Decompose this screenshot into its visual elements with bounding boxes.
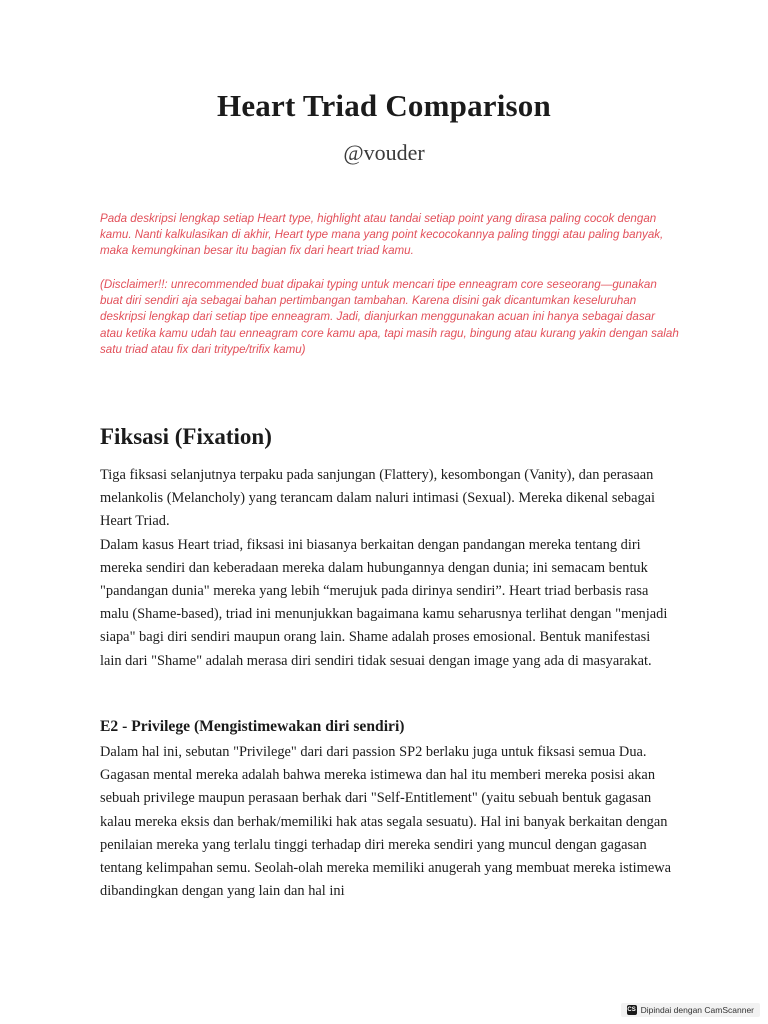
scanner-watermark [621, 1003, 760, 1017]
disclaimer-note: (Disclaimer!!: unrecommended buat dipakai typing untuk mencari tipe enneagram core seseorang—gunakan buat diri sendiri aja sebagai bahan pertimbangan tambahan. Karena disini gak dicantumkan keseluruhan deskripsi lengkap dari setiap tipe enneagram. Jadi, dianjurkan menggunakan acuan ini hanya sebagai dasar atau ketika kamu udah tau enneagram core kamu apa, tapi masih ragu, bingung atau kurang yakin dengan salah satu triad atau fix dari tritype/trifix kamu) [100, 278, 679, 356]
scanner-label: Dipindai dengan CamScanner [640, 1005, 754, 1015]
camscanner-icon: CS [627, 1007, 636, 1013]
subsection-paragraph-e2: Dalam hal ini, sebutan "Privilege" dari dari passion SP2 berlaku juga untuk fiksasi semua Dua. Gagasan mental mereka adalah bahwa mereka istimewa dan hal itu memberi mereka posisi akan sebuah privilege maupun perasaan berhak dari "Self-Entitlement" (yaitu sebuah bentuk gagasan kalau mereka eksis dan berhak/memiliki hak atas segala sesuatu). Hal ini banyak berkaitan dengan penilaian mereka yang terlalu tinggi terhadap diri mereka sendiri yang muncul dengan gagasan tentang kelimpahan semu. Seolah-olah mereka memiliki anugerah yang membuat mereka istimewa dibandingkan dengan yang lain dan hal ini [100, 744, 672, 900]
document-title: Heart Triad Comparison [217, 88, 551, 123]
document-author: @vouder [343, 140, 425, 165]
section-paragraph-fixation: Tiga fiksasi selanjutnya terpaku pada sanjungan (Flattery), kesombongan (Vanity), dan perasaan melankolis (Melancholy) yang terancam dalam naluri intimasi (Sexual). Mereka dikenal sebagai Heart Triad. Dalam kasus Heart triad, fiksasi ini biasanya berkaitan dengan pandangan mereka tentang diri mereka sendiri dan keberadaan mereka dalam hubungannya dengan dunia; ini semacam bentuk "pandangan dunia" mereka yang lebih “merujuk pada dirinya sendiri”. Heart triad berbasis rasa malu (Shame-based), triad ini menunjukkan bagaimana kamu seharusnya terlihat dengan "menjadi siapa" bagi diri sendiri maupun orang lain. Shame adalah proses emosional. Bentuk manifestasi lain dari "Shame" adalah merasa diri sendiri tidak sesuai dengan image yang ada di masyarakat. [100, 467, 668, 669]
subsection-heading-e2: E2 - Privilege (Mengistimewakan diri sendiri) [100, 718, 405, 735]
section-heading-fixation: Fiksasi (Fixation) [100, 424, 272, 449]
instruction-note: Pada deskripsi lengkap setiap Heart type, highlight atau tandai setiap point yang dirasa paling cocok dengan kamu. Nanti kalkulasikan di akhir, Heart type mana yang point kecocokannya paling tinggi atau paling banyak, maka kemungkinan besar itu bagian fix dari heart triad kamu. [100, 212, 664, 258]
